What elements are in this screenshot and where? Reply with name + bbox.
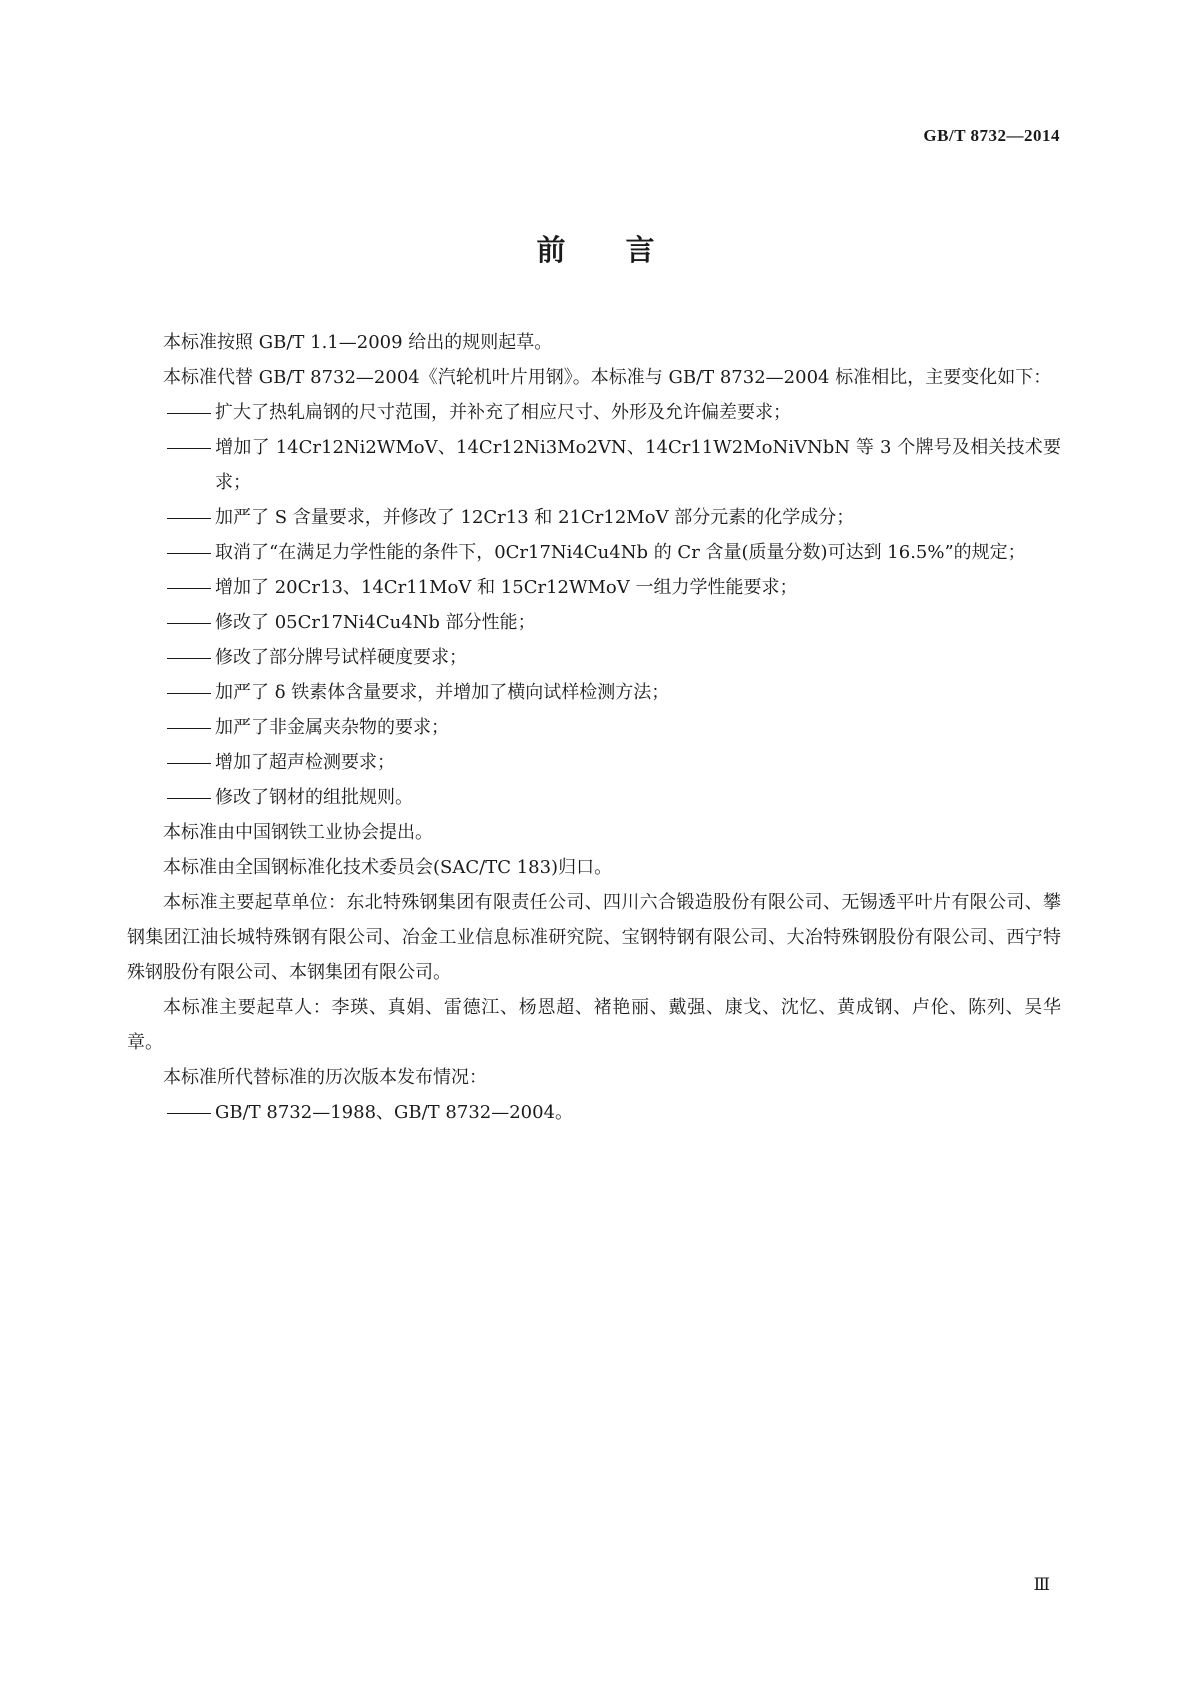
- list-item: [127, 640, 1061, 675]
- list-item-text: 加严了非金属夹杂物的要求；: [215, 717, 449, 738]
- dash-bullet: [161, 509, 215, 527]
- page-title: 前言: [536, 233, 715, 267]
- dash-bullet: [161, 719, 215, 737]
- list-item-text: 取消了“在满足力学性能的条件下，0Cr17Ni4Cu4Nb 的 Cr 含量(质量分数)可达到 16.5%”的规定；: [215, 542, 1026, 563]
- list-item-text: 增加了 14Cr12Ni2WMoV、14Cr12Ni3Mo2VN、14Cr11W2MoNiVNbN 等 3 个牌号及相关技术要求；: [215, 437, 1061, 493]
- list-item: [127, 535, 1061, 570]
- dash-bullet: [161, 579, 215, 597]
- list-item-text: 增加了 20Cr13、14Cr11MoV 和 15Cr12WMoV 一组力学性能要求；: [215, 577, 798, 598]
- list-item: [127, 430, 1061, 500]
- list-item-text: 扩大了热轧扁钢的尺寸范围，并补充了相应尺寸、外形及允许偏差要求；: [215, 402, 791, 423]
- dash-bullet: [161, 684, 215, 702]
- paragraph: 本标准所代替标准的历次版本发布情况：: [163, 1067, 487, 1088]
- dash-bullet: [161, 439, 215, 457]
- list-item: [127, 605, 1061, 640]
- list-item: [127, 675, 1061, 710]
- list-item: [127, 1095, 1061, 1130]
- list-item-text: 加严了 S 含量要求，并修改了 12Cr13 和 21Cr12MoV 部分元素的化学成分；: [215, 507, 855, 528]
- dash-bullet: [161, 1104, 215, 1122]
- list-item: [127, 570, 1061, 605]
- paragraph: 本标准按照 GB/T 1.1—2009 给出的规则起草。: [163, 332, 553, 353]
- list-item: [127, 395, 1061, 430]
- list-item: [127, 710, 1061, 745]
- paragraph: 本标准由中国钢铁工业协会提出。: [163, 822, 433, 843]
- list-item-text: 修改了钢材的组批规则。: [215, 787, 413, 808]
- page-number: Ⅲ: [1033, 1575, 1050, 1594]
- paragraph: 本标准主要起草单位：东北特殊钢集团有限责任公司、四川六合锻造股份有限公司、无锡透平叶片有限公司、攀钢集团江油长城特殊钢有限公司、冶金工业信息标准研究院、宝钢特钢有限公司、大冶特殊钢股份有限公司、西宁特殊钢股份有限公司、本钢集团有限公司。: [127, 892, 1061, 983]
- standard-code: GB/T 8732—2014: [923, 126, 1060, 145]
- paragraph: 本标准代替 GB/T 8732—2004《汽轮机叶片用钢》。本标准与 GB/T 8732—2004 标准相比，主要变化如下：: [163, 367, 1052, 388]
- dash-bullet: [161, 404, 215, 422]
- dash-bullet: [161, 789, 215, 807]
- dash-bullet: [161, 754, 215, 772]
- list-item-text: 加严了 δ 铁素体含量要求，并增加了横向试样检测方法；: [215, 682, 670, 703]
- dash-bullet: [161, 649, 215, 667]
- dash-bullet: [161, 614, 215, 632]
- list-item-text: GB/T 8732—1988、GB/T 8732—2004。: [215, 1102, 574, 1123]
- paragraph: 本标准由全国钢标准化技术委员会(SAC/TC 183)归口。: [163, 857, 613, 878]
- list-item: [127, 780, 1061, 815]
- dash-bullet: [161, 544, 215, 562]
- foreword-body: [127, 325, 1061, 1130]
- list-item: [127, 500, 1061, 535]
- list-item-text: 修改了 05Cr17Ni4Cu4Nb 部分性能；: [215, 612, 536, 633]
- list-item-text: 修改了部分牌号试样硬度要求；: [215, 647, 467, 668]
- list-item-text: 增加了超声检测要求；: [215, 752, 395, 773]
- paragraph: 本标准主要起草人：李瑛、真娟、雷德江、杨恩超、褚艳丽、戴强、康戈、沈忆、黄成钢、卢伦、陈列、吴华章。: [127, 997, 1061, 1053]
- list-item: [127, 745, 1061, 780]
